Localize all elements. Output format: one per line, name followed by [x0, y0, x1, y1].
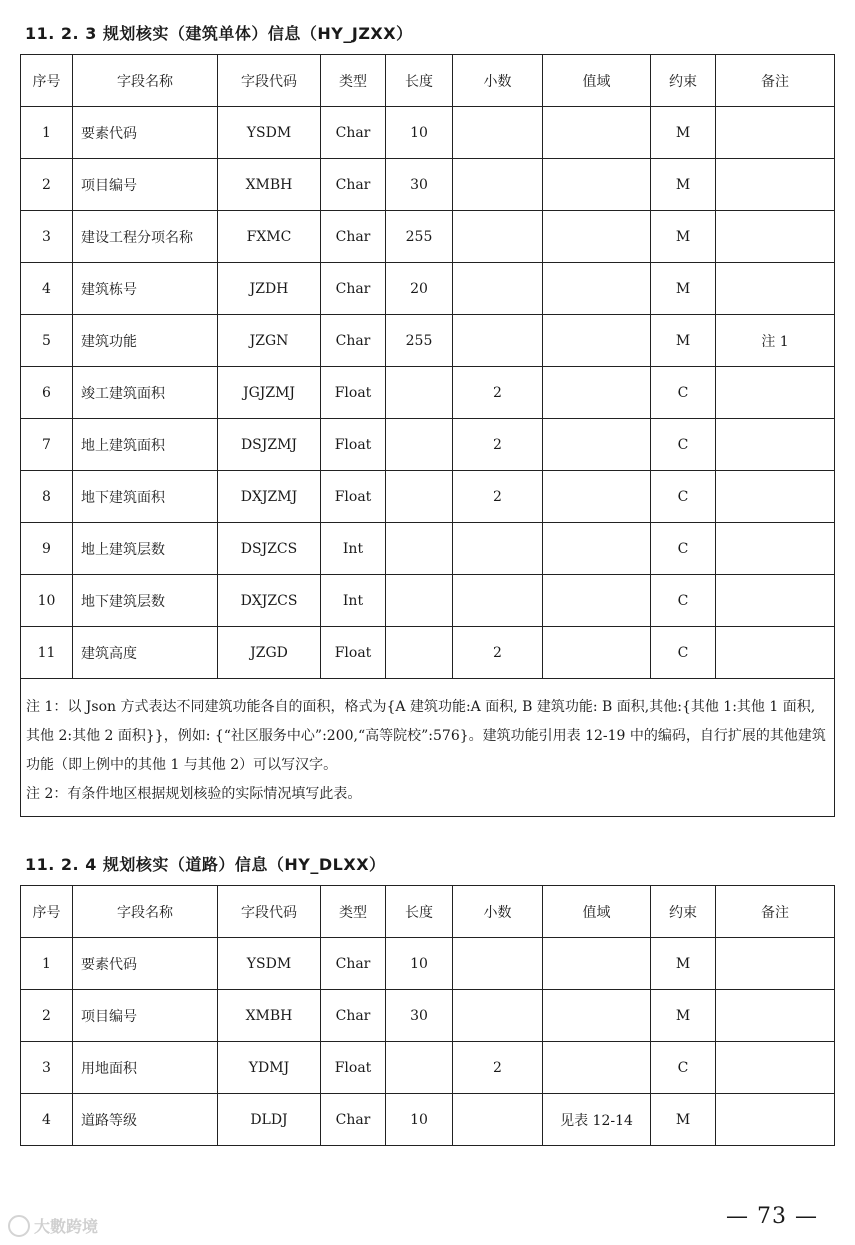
table-cell: YSDM [218, 107, 321, 159]
header-cell: 小数 [453, 886, 543, 938]
table-cell: M [651, 159, 716, 211]
table-cell: 2 [453, 471, 543, 523]
watermark-logo-icon [8, 1215, 30, 1237]
table-cell [386, 419, 453, 471]
table-row [21, 575, 835, 627]
table-cell [453, 107, 543, 159]
table-cell [716, 1094, 835, 1146]
table-cell: C [651, 419, 716, 471]
header-cell: 字段代码 [218, 55, 321, 107]
table-cell: M [651, 938, 716, 990]
table-cell: DXJZMJ [218, 471, 321, 523]
table-row [21, 523, 835, 575]
table-cell: XMBH [218, 159, 321, 211]
table-cell [453, 211, 543, 263]
table-cell: FXMC [218, 211, 321, 263]
watermark-text: 大數跨境 [34, 1217, 99, 1236]
header-cell: 小数 [453, 55, 543, 107]
table-cell: M [651, 263, 716, 315]
table-cell [453, 523, 543, 575]
table-cell [716, 159, 835, 211]
table-cell: DSJZMJ [218, 419, 321, 471]
note-text: 注 1：以 Json 方式表达不同建筑功能各自的面积，格式为{A 建筑功能:A 面积, B 建筑功能: B 面积,其他:{其他 1:其他 1 面积,其他 2:其他 2 面积}}，例如: {“社区服务中心”:200,“高等院校”:576}。建筑功能引用表 12-19 中的编码，自行扩展的其他建筑功能（即上例中的其他 1 与其他 2）可以写汉字。 [26, 699, 826, 773]
table-cell [543, 990, 651, 1042]
table-cell: 3 [21, 211, 73, 263]
header-cell: 长度 [386, 55, 453, 107]
table-cell: Float [321, 367, 386, 419]
table-cell [716, 367, 835, 419]
table-cell [543, 938, 651, 990]
table-cell: 30 [386, 990, 453, 1042]
table-cell: Float [321, 1042, 386, 1094]
table-cell: 见表 12-14 [543, 1094, 651, 1146]
table-cell: 10 [386, 1094, 453, 1146]
header-cell: 约束 [651, 886, 716, 938]
table-cell: YDMJ [218, 1042, 321, 1094]
table-header-row [21, 55, 835, 107]
table-cell: 1 [21, 107, 73, 159]
table-cell: DLDJ [218, 1094, 321, 1146]
table-cell: 地下建筑面积 [73, 471, 218, 523]
table-cell [453, 938, 543, 990]
table-cell: C [651, 627, 716, 679]
table-row [21, 1094, 835, 1146]
header-cell: 约束 [651, 55, 716, 107]
table-cell: 地下建筑层数 [73, 575, 218, 627]
section-heading-building: 11. 2. 3 规划核实（建筑单体）信息（HY_JZXX） [25, 24, 413, 43]
table-cell: 2 [453, 1042, 543, 1094]
table-cell: 3 [21, 1042, 73, 1094]
table-cell: 要素代码 [73, 107, 218, 159]
table-cell: 11 [21, 627, 73, 679]
table-cell [386, 627, 453, 679]
table-cell: 10 [386, 938, 453, 990]
table-cell: 地上建筑层数 [73, 523, 218, 575]
header-cell: 值域 [543, 886, 651, 938]
table-cell: 9 [21, 523, 73, 575]
table-cell: 1 [21, 938, 73, 990]
header-cell: 长度 [386, 886, 453, 938]
notes-row [21, 679, 835, 817]
section-heading-road: 11. 2. 4 规划核实（道路）信息（HY_DLXX） [25, 855, 386, 874]
header-cell: 类型 [321, 55, 386, 107]
table-row [21, 107, 835, 159]
table-cell [543, 367, 651, 419]
table-cell [716, 523, 835, 575]
table-row [21, 938, 835, 990]
table-cell: C [651, 367, 716, 419]
watermark [8, 1214, 98, 1237]
table-cell [386, 367, 453, 419]
table-cell: 5 [21, 315, 73, 367]
table-cell [453, 315, 543, 367]
header-cell: 备注 [716, 886, 835, 938]
table-cell: 项目编号 [73, 990, 218, 1042]
table-cell: YSDM [218, 938, 321, 990]
table-cell: 用地面积 [73, 1042, 218, 1094]
table-cell: Char [321, 1094, 386, 1146]
table-cell [543, 523, 651, 575]
notes-cell [21, 679, 835, 817]
table-cell [453, 990, 543, 1042]
table-row [21, 990, 835, 1042]
table-cell: 2 [453, 367, 543, 419]
road-info-table [20, 885, 835, 1146]
table-header-row [21, 886, 835, 938]
table-row [21, 367, 835, 419]
table-cell: 30 [386, 159, 453, 211]
table-cell [386, 523, 453, 575]
table-cell [716, 471, 835, 523]
table-cell [386, 1042, 453, 1094]
table-cell: Int [321, 575, 386, 627]
header-cell: 字段名称 [73, 55, 218, 107]
table-row [21, 263, 835, 315]
table-cell [716, 107, 835, 159]
header-cell: 字段名称 [73, 886, 218, 938]
table-cell [716, 627, 835, 679]
table-cell: Char [321, 107, 386, 159]
table-cell [543, 315, 651, 367]
table-cell: 建筑功能 [73, 315, 218, 367]
table-cell [543, 107, 651, 159]
table-cell: Char [321, 211, 386, 263]
table-cell [386, 471, 453, 523]
table-cell: C [651, 523, 716, 575]
table-cell: 7 [21, 419, 73, 471]
table-cell [453, 263, 543, 315]
table-cell: Char [321, 159, 386, 211]
table-cell: 建筑高度 [73, 627, 218, 679]
table-cell: 2 [453, 627, 543, 679]
table-cell: M [651, 107, 716, 159]
table-cell [386, 575, 453, 627]
table-cell: JGJZMJ [218, 367, 321, 419]
table-cell: 8 [21, 471, 73, 523]
table-cell [543, 627, 651, 679]
building-info-table [20, 54, 835, 817]
table-cell: 要素代码 [73, 938, 218, 990]
table-row [21, 315, 835, 367]
table-cell [543, 471, 651, 523]
table-cell: 6 [21, 367, 73, 419]
table-cell: 20 [386, 263, 453, 315]
table-cell: JZGD [218, 627, 321, 679]
header-cell: 字段代码 [218, 886, 321, 938]
table-cell: 4 [21, 1094, 73, 1146]
table-cell: M [651, 1094, 716, 1146]
table-cell [453, 159, 543, 211]
table-cell [543, 1042, 651, 1094]
table-row [21, 211, 835, 263]
table-row [21, 1042, 835, 1094]
header-cell: 序号 [21, 886, 73, 938]
table-cell: 项目编号 [73, 159, 218, 211]
table-cell [543, 159, 651, 211]
table-cell: 2 [21, 159, 73, 211]
table-cell [716, 990, 835, 1042]
table-cell: M [651, 315, 716, 367]
table-cell: Float [321, 627, 386, 679]
table-cell [453, 1094, 543, 1146]
table-cell: 10 [386, 107, 453, 159]
table-cell: JZDH [218, 263, 321, 315]
table-cell: DXJZCS [218, 575, 321, 627]
table-cell: Float [321, 419, 386, 471]
table-cell [716, 419, 835, 471]
table-cell: Char [321, 938, 386, 990]
table-cell: 竣工建筑面积 [73, 367, 218, 419]
table-cell: 255 [386, 315, 453, 367]
table-cell [543, 263, 651, 315]
table-row [21, 159, 835, 211]
table-cell: C [651, 1042, 716, 1094]
table-cell: 道路等级 [73, 1094, 218, 1146]
table-cell: C [651, 471, 716, 523]
table-cell: 4 [21, 263, 73, 315]
table-cell: JZGN [218, 315, 321, 367]
table-cell: XMBH [218, 990, 321, 1042]
table-cell: M [651, 990, 716, 1042]
table-row [21, 627, 835, 679]
header-cell: 类型 [321, 886, 386, 938]
table-cell: 注 1 [716, 315, 835, 367]
table-cell: Int [321, 523, 386, 575]
note-text: 注 2：有条件地区根据规划核验的实际情况填写此表。 [26, 786, 362, 802]
table-cell: M [651, 211, 716, 263]
table-cell [716, 263, 835, 315]
table-cell: 2 [21, 990, 73, 1042]
table-cell [543, 419, 651, 471]
table-cell [716, 1042, 835, 1094]
table-row [21, 419, 835, 471]
table-cell [716, 211, 835, 263]
table-cell [716, 938, 835, 990]
table-cell: Char [321, 263, 386, 315]
table-cell: DSJZCS [218, 523, 321, 575]
table-cell: 建设工程分项名称 [73, 211, 218, 263]
table-row [21, 471, 835, 523]
table-cell: 地上建筑面积 [73, 419, 218, 471]
table-cell: 10 [21, 575, 73, 627]
table-cell: 2 [453, 419, 543, 471]
table-cell: 建筑栋号 [73, 263, 218, 315]
page-number: — 73 — [726, 1204, 818, 1229]
table-cell [453, 575, 543, 627]
table-cell: Float [321, 471, 386, 523]
header-cell: 备注 [716, 55, 835, 107]
table-cell: Char [321, 990, 386, 1042]
table-cell: C [651, 575, 716, 627]
table-cell: Char [321, 315, 386, 367]
table-cell [543, 211, 651, 263]
table-cell [716, 575, 835, 627]
table-cell [543, 575, 651, 627]
table-cell: 255 [386, 211, 453, 263]
header-cell: 值域 [543, 55, 651, 107]
header-cell: 序号 [21, 55, 73, 107]
